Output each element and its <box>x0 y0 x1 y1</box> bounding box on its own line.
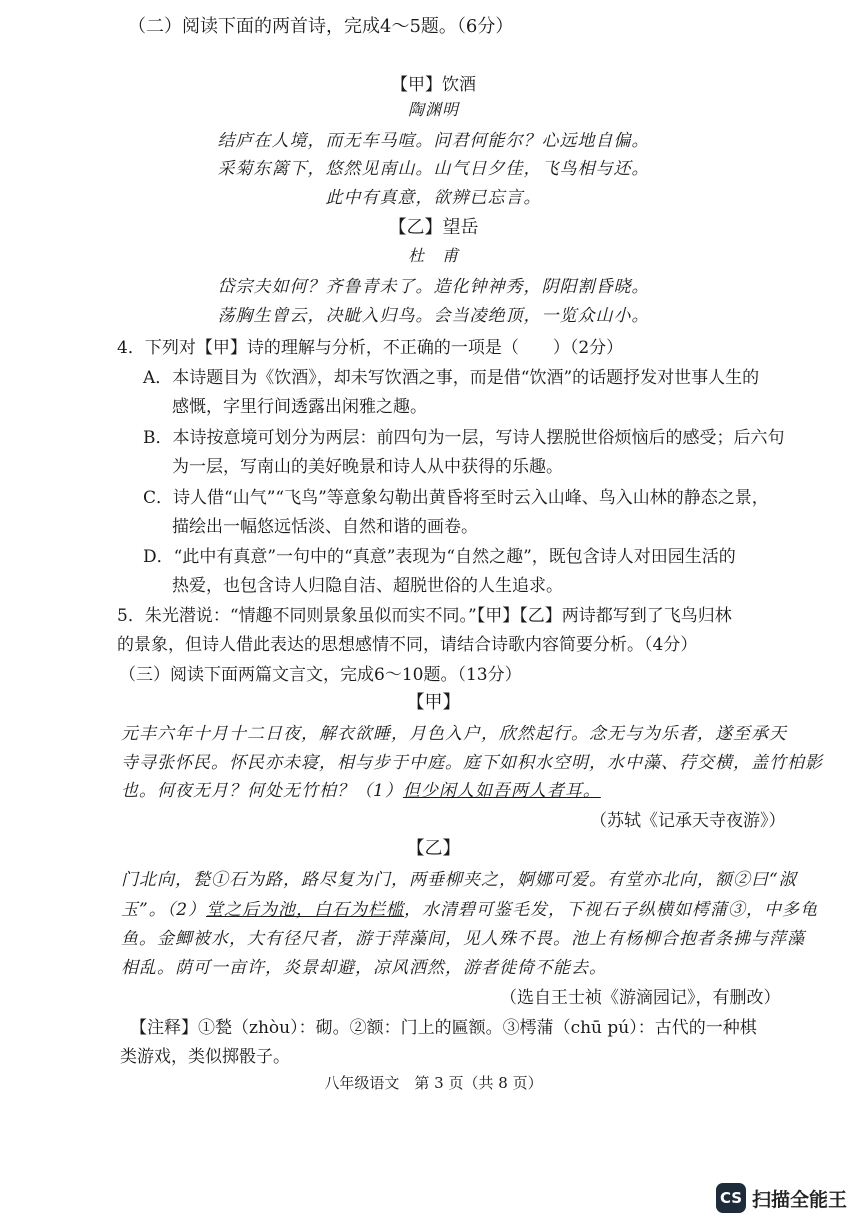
passage-yi-line-2 <box>121 895 818 920</box>
poem-yi-line-1: 岱宗夫如何？齐鲁青未了。造化钟神秀，阴阳割昏晓。 <box>217 277 650 297</box>
underlined-sentence-1: 但少闲人如吾两人者耳。 <box>402 781 601 801</box>
annotation-line-1: 【注释】①甃（zhòu）：砌。②额：门上的匾额。③樗蒲（chū pú）：古代的一种棋 <box>130 1018 757 1038</box>
question-5-line-2: 的景象，但诗人借此表达的思想感情不同，请结合诗歌内容简要分析。（4分） <box>117 635 698 655</box>
poem-jia-author: 陶渊明 <box>407 100 459 119</box>
passage-jia-line-1: 元丰六年十月十二日夜，解衣欲睡，月色入户，欣然起行。念无与为乐者，遂至承天 <box>121 724 787 744</box>
passage-yi-line-1: 门北向，甃①石为路，路尽复为门，两垂柳夹之，婀娜可爱。有堂亦北向，额②曰“淑 <box>121 870 797 890</box>
camscanner-logo-icon: CS <box>716 1183 746 1213</box>
scanner-watermark <box>716 1183 847 1213</box>
poem-yi-author: 杜 甫 <box>407 246 459 265</box>
camscanner-brand-text: 扫描全能王 <box>751 1188 847 1211</box>
passage-yi-title: 【乙】 <box>406 838 461 859</box>
question-5-line-1: 5．朱光潜说：“情趣不同则景象虽似而实不同。”【甲】【乙】两诗都写到了飞鸟归林 <box>117 606 732 626</box>
section3-heading: （三）阅读下面两篇文言文，完成6～10题。（13分） <box>119 665 522 685</box>
q4-option-c-line-1: C．诗人借“山气”“飞鸟”等意象勾勒出黄昏将至时云入山峰、鸟入山林的静态之景， <box>143 488 769 508</box>
page-footer: 八年级语文 第 3 页（共 8 页） <box>324 1074 543 1092</box>
q4-option-d-line-2: 热爱，也包含诗人归隐自洁、超脱世俗的人生追求。 <box>172 576 563 596</box>
underlined-sentence-2: 堂之后为池，白石为栏槛 <box>206 900 405 920</box>
passage-yi-line-2-start: 玉”。（2） <box>121 900 207 920</box>
q4-option-b-line-2: 为一层，写南山的美好晚景和诗人从中获得的乐趣。 <box>172 457 563 477</box>
passage-yi-line-2-end: ，水清碧可鉴毛发，下视石子纵横如樗蒲③，中多龟 <box>404 900 819 920</box>
passage-jia-source: （苏轼《记承天寺夜游》） <box>590 811 786 831</box>
question-4-stem: 4．下列对【甲】诗的理解与分析，不正确的一项是（ ）（2分） <box>117 338 624 358</box>
passage-yi-line-3: 鱼。金鲫被水，大有径尺者，游于萍藻间，见人殊不畏。池上有杨柳合抱者条拂与萍藻 <box>121 929 805 949</box>
passage-jia-line-3-text: 也。何夜无月？何处无竹柏？（1） <box>121 781 403 801</box>
poem-jia-title: 【甲】饮酒 <box>391 75 476 95</box>
passage-yi-source: （选自王士祯《游滴园记》，有删改） <box>500 988 781 1008</box>
q4-option-a-line-1: A．本诗题目为《饮酒》，却未写饮酒之事，而是借“饮酒”的话题抒发对世事人生的 <box>143 368 760 388</box>
passage-jia-line-2: 寺寻张怀民。怀民亦未寝，相与步于中庭。庭下如积水空明，水中藻、荇交横，盖竹柏影 <box>121 753 823 773</box>
poem-jia-line-1: 结庐在人境，而无车马喧。问君何能尔？心远地自偏。 <box>217 131 650 151</box>
poem-yi-line-2: 荡胸生曾云，决眦入归鸟。会当凌绝顶，一览众山小。 <box>217 306 650 326</box>
section2-heading: （二）阅读下面的两首诗，完成4～5题。（6分） <box>128 16 514 37</box>
q4-option-d-line-1: D．“此中有真意”一句中的“真意”表现为“自然之趣”，既包含诗人对田园生活的 <box>143 547 736 567</box>
q4-option-c-line-2: 描绘出一幅悠远恬淡、自然和谐的画卷。 <box>172 517 478 537</box>
poem-jia-line-3: 此中有真意，欲辨已忘言。 <box>325 188 542 208</box>
passage-jia-title: 【甲】 <box>406 692 461 713</box>
q4-option-a-line-2: 感慨，字里行间透露出闲雅之趣。 <box>172 397 427 417</box>
annotation-line-2: 类游戏，类似掷骰子。 <box>120 1047 290 1067</box>
passage-jia-line-3 <box>121 776 601 801</box>
poem-jia-line-2: 采菊东篱下，悠然见南山。山气日夕佳，飞鸟相与还。 <box>217 159 650 179</box>
q4-option-b-line-1: B．本诗按意境可划分为两层：前四句为一层，写诗人摆脱世俗烦恼后的感受；后六句 <box>143 428 785 448</box>
poem-yi-title: 【乙】望岳 <box>388 217 479 238</box>
passage-yi-line-4: 相乱。荫可一亩许，炎景却避，凉风洒然，游者徙倚不能去。 <box>121 958 607 978</box>
